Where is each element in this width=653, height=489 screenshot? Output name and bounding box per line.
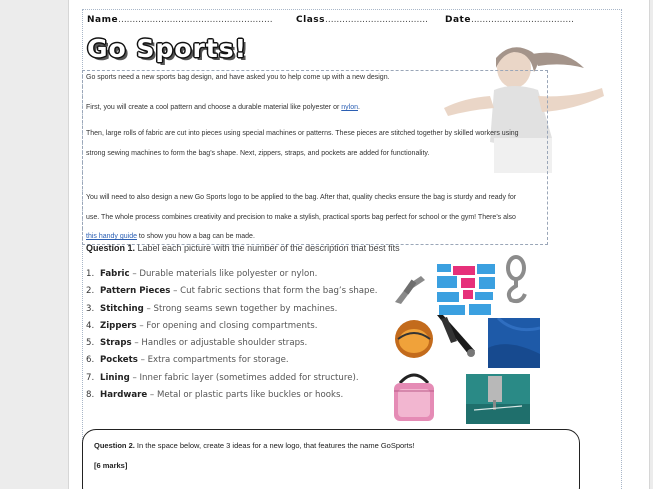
fabric-image — [488, 318, 540, 368]
date-field[interactable] — [445, 15, 574, 25]
name-field[interactable] — [87, 15, 273, 25]
buckle-image — [391, 272, 427, 306]
list-item: 7. Lining – Inner fabric layer (sometimes added for structure). — [86, 372, 359, 383]
list-item: 8. Hardware – Metal or plastic parts like buckles or hooks. — [86, 390, 344, 401]
intro-paragraph-3: Then, large rolls of fabric are cut into pieces using special machines or patterns. These pieces are stitched together by skilled workers using strong sewing machines to form the bag’s shape. Next, zippers, straps, and pockets are added for functionality. — [86, 130, 519, 157]
list-item: 6. Pockets – Extra compartments for storage. — [86, 355, 289, 366]
question-2-answer-box[interactable] — [82, 429, 580, 489]
question-1-label: Question 1. — [86, 243, 136, 253]
intro-paragraph-2: First, you will create a cool pattern and choose a durable material like polyester or nylon. — [86, 104, 360, 111]
date-label: Date — [445, 15, 471, 25]
hook-image — [501, 254, 531, 304]
class-field[interactable] — [296, 15, 428, 25]
question-2 — [94, 441, 415, 450]
pattern-pieces-image — [435, 260, 499, 318]
name-line: ...................................................... — [118, 15, 273, 25]
pink-bag-image — [390, 371, 438, 423]
list-item: 1. Fabric – Durable materials like polyester or nylon. — [86, 269, 318, 279]
question-2-marks: [6 marks] — [94, 461, 128, 470]
zipper-pouch-image — [394, 319, 434, 359]
list-item: 3. Stitching – Strong seams sewn together by machines. — [86, 303, 338, 314]
intro-paragraph-4: You will need to also design a new Go Sports logo to be applied to the bag. After that, quality checks ensure the bag is sturdy and ready for use. The whole process combines creativity and precision to make a stylish, practical sports bag perfect for school or the gym! There’s also this handy guide to show you how a bag can be made. — [86, 194, 517, 240]
date-line: .................................... — [470, 15, 574, 25]
name-label: Name — [87, 15, 119, 25]
class-line: .................................... — [324, 15, 428, 25]
strap-image — [433, 313, 479, 359]
list-item: 4. Zippers – For opening and closing compartments. — [86, 320, 318, 331]
class-label: Class — [296, 15, 325, 25]
list-item: 5. Straps – Handles or adjustable shoulder straps. — [86, 338, 308, 349]
handy-guide-link[interactable]: this handy guide — [86, 233, 137, 240]
question-1 — [86, 243, 400, 253]
page-title: Go Sports! — [87, 34, 248, 63]
worksheet-page — [68, 0, 650, 489]
nylon-link[interactable]: nylon — [341, 104, 358, 111]
question-2-label: Question 2. — [94, 441, 135, 450]
intro-paragraph-1: Go sports need a new sports bag design, and have asked you to help come up with a new design. — [86, 74, 390, 81]
question-2-text: In the space below, create 3 ideas for a new logo, that features the name GoSports! — [134, 441, 415, 450]
question-1-text: Label each picture with the number of the description that best fits — [135, 243, 400, 253]
sewing-machine-image — [466, 374, 530, 424]
list-item: 2. Pattern Pieces – Cut fabric sections that form the bag’s shape. — [86, 286, 378, 297]
